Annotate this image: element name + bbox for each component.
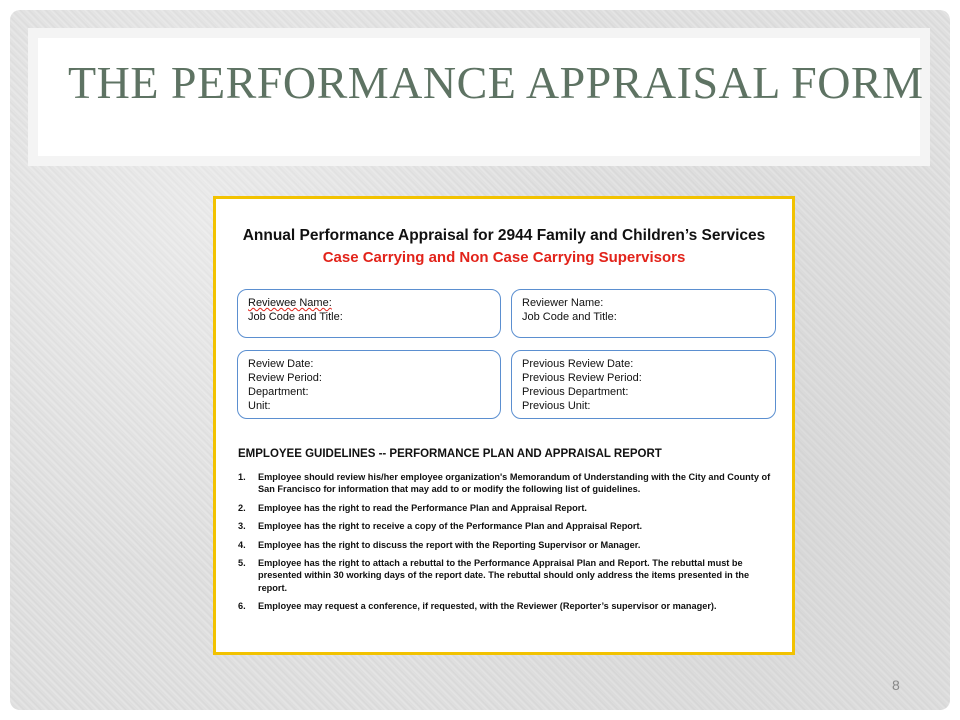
reviewer-name-label: Reviewer Name: (522, 297, 604, 309)
page-number: 8 (892, 677, 900, 693)
guidelines-heading: EMPLOYEE GUIDELINES -- PERFORMANCE PLAN AND APPRAISAL REPORT (238, 448, 662, 460)
previous-review-box (511, 350, 776, 419)
guideline-item: 3. Employee has the right to receive a copy of the Performance Plan and Appraisal Report. (238, 521, 643, 532)
guideline-item: 5. Employee has the right to attach a rebuttal to the Performance Appraisal Plan and Report. The rebuttal must be presented within 30 working days of the report date. The rebuttal should only address the items presented in the report. (238, 558, 750, 593)
reviewer-info-box (511, 289, 776, 338)
previous-review-period-label: Previous Review Period: (522, 372, 642, 384)
guideline-item: 1. Employee should review his/her employee organization's Memorandum of Understanding with the City and County of San Francisco for information that may add to or modify the following list of guidelines. (238, 472, 771, 495)
reviewee-name-label: Reviewee Name: (248, 297, 332, 309)
department-label: Department: (248, 386, 309, 398)
review-period-label: Review Period: (248, 372, 322, 384)
slide-title: THE PERFORMANCE APPRAISAL FORM (68, 57, 924, 108)
reviewer-job-label: Job Code and Title: (522, 311, 617, 323)
form-subtitle: Case Carrying and Non Case Carrying Supervisors (322, 249, 686, 266)
reviewee-job-label: Job Code and Title: (248, 311, 343, 323)
guideline-item: 6. Employee may request a conference, if requested, with the Reviewer (Reporter’s supervisor or manager). (238, 601, 717, 612)
review-date-label: Review Date: (248, 358, 314, 370)
review-info-box (237, 350, 501, 419)
previous-department-label: Previous Department: (522, 386, 629, 398)
previous-unit-label: Previous Unit: (522, 400, 591, 412)
reviewee-info-box (237, 289, 501, 338)
guideline-item: 2. Employee has the right to read the Performance Plan and Appraisal Report. (238, 502, 587, 513)
previous-review-date-label: Previous Review Date: (522, 358, 634, 370)
unit-label: Unit: (248, 400, 271, 412)
form-title: Annual Performance Appraisal for 2944 Family and Children’s Services (242, 227, 766, 244)
guidelines-list (238, 471, 778, 619)
appraisal-form-image (213, 196, 795, 655)
guideline-item: 4. Employee has the right to discuss the report with the Reporting Supervisor or Manager. (238, 539, 641, 550)
